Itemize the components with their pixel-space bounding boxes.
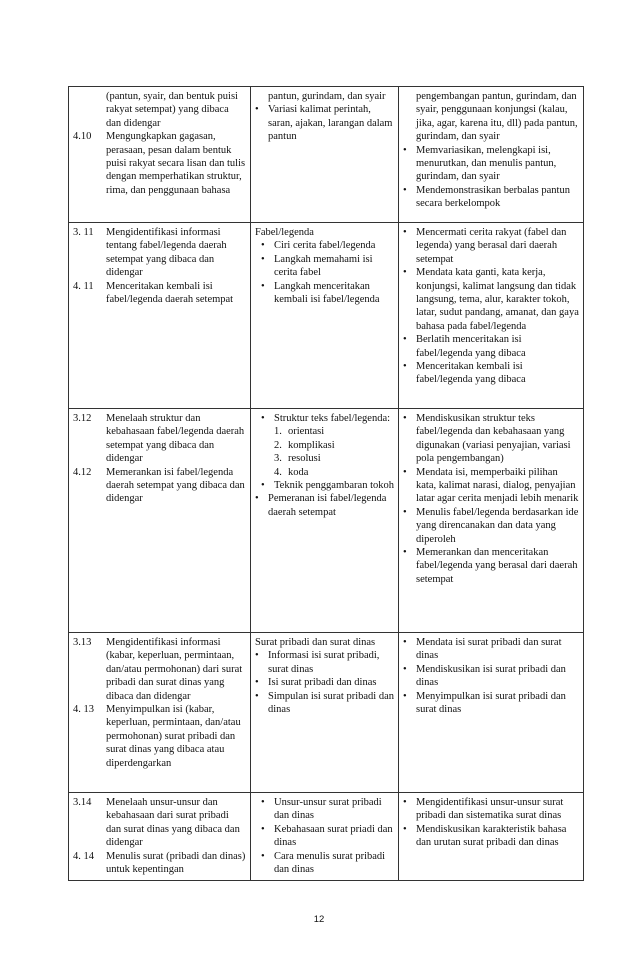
struktur-list bbox=[274, 425, 394, 479]
bullet-icon: • bbox=[403, 184, 407, 196]
struktur-item: koda bbox=[288, 466, 309, 478]
bullet-icon: • bbox=[255, 104, 259, 116]
bullet-icon: • bbox=[261, 480, 265, 492]
bullet-icon: • bbox=[261, 253, 265, 265]
kegiatan-cell bbox=[399, 633, 584, 793]
materi-item: Cara menulis surat pribadi dan dinas bbox=[274, 850, 386, 876]
kegiatan-item: Mencermati cerita rakyat (fabel dan legenda) yang berasal dari daerah setempat bbox=[416, 227, 567, 265]
bullet-icon: • bbox=[403, 547, 407, 559]
materi-item: Struktur teks fabel/legenda: bbox=[274, 413, 391, 424]
kd-text: Mengungkapkan gagasan, perasaan, pesan dalam bentuk puisi rakyat secara lisan dan tulis dengan memperhatikan struktur, rima, dan penggunaan bahasa bbox=[106, 131, 246, 196]
bullet-icon: • bbox=[403, 334, 407, 346]
bullet-icon: • bbox=[261, 240, 265, 252]
kd-item bbox=[73, 466, 246, 506]
materi-item: Langkah memahami isi cerita fabel bbox=[274, 253, 373, 279]
kd-cell bbox=[69, 409, 251, 633]
bullet-icon: • bbox=[261, 850, 265, 862]
table-row bbox=[69, 87, 584, 223]
list-item: 2. komplikasi bbox=[274, 439, 394, 452]
bullet-icon: • bbox=[403, 267, 407, 279]
kd-text: (pantun, syair, dan bentuk puisi rakyat setempat) yang dibaca dan didengar bbox=[106, 91, 238, 129]
page-number: 12 bbox=[313, 914, 325, 925]
list-item: 1. orientasi bbox=[274, 425, 394, 438]
kd-text: Mengidentifikasi informasi (kabar, keperluan, permintaan, dan/atau permohonan) dari surat pribadi dan surat dinas yang dibaca dan didengar bbox=[106, 637, 243, 702]
kegiatan-item: Mendiskusikan karakteristik bahasa dan urutan surat pribadi dan dinas bbox=[416, 823, 567, 849]
kd-item bbox=[73, 796, 246, 850]
kegiatan-item: Memerankan dan menceritakan fabel/legenda yang berasal dari daerah setempat bbox=[416, 547, 578, 585]
bullet-icon: • bbox=[261, 797, 265, 808]
materi-cell bbox=[251, 633, 399, 793]
kd-cell bbox=[69, 633, 251, 793]
kegiatan-item: Mendiskusikan isi surat pribadi dan dinas bbox=[416, 663, 566, 689]
materi-item: Isi surat pribadi dan dinas bbox=[268, 677, 377, 689]
kd-text: Menceritakan kembali isi fabel/legenda daerah setempat bbox=[106, 280, 234, 306]
bullet-icon: • bbox=[403, 144, 407, 156]
list-item bbox=[403, 546, 579, 586]
bullet-icon: • bbox=[403, 413, 407, 424]
list-item bbox=[255, 649, 394, 676]
kd-item bbox=[73, 130, 246, 197]
list-item bbox=[403, 823, 579, 850]
bullet-icon: • bbox=[255, 690, 259, 702]
kd-cell bbox=[69, 793, 251, 881]
kd-code: 4.12 bbox=[73, 466, 92, 478]
syllabus-table bbox=[68, 86, 584, 881]
list-item bbox=[261, 253, 394, 280]
bullet-icon: • bbox=[261, 413, 265, 424]
list-item bbox=[261, 850, 394, 877]
kd-cell bbox=[69, 87, 251, 223]
list-item bbox=[403, 506, 579, 546]
list-item bbox=[403, 144, 579, 184]
materi-item: Teknik penggambaran tokoh bbox=[274, 480, 394, 492]
list-item bbox=[403, 466, 579, 506]
bullet-icon: • bbox=[403, 506, 407, 518]
table-row bbox=[69, 409, 584, 633]
bullet-icon: • bbox=[403, 797, 407, 808]
struktur-item: orientasi bbox=[288, 426, 325, 438]
kegiatan-item: Mengidentifikasi unsur-unsur surat pribadi dan sistematika surat dinas bbox=[416, 797, 564, 822]
kegiatan-cell bbox=[399, 223, 584, 409]
list-item bbox=[255, 690, 394, 717]
table-row bbox=[69, 223, 584, 409]
materi-item: Langkah menceritakan kembali isi fabel/legenda bbox=[274, 280, 380, 306]
materi-title: Fabel/legenda bbox=[255, 227, 314, 238]
kd-cell bbox=[69, 223, 251, 409]
list-item bbox=[255, 676, 394, 689]
kd-code: 3.14 bbox=[73, 797, 92, 808]
bullet-icon: • bbox=[403, 227, 407, 238]
materi-item: Informasi isi surat pribadi, surat dinas bbox=[268, 650, 380, 675]
kd-item bbox=[73, 280, 246, 307]
list-item bbox=[255, 492, 394, 519]
list-item bbox=[403, 636, 579, 663]
kd-text: Memerankan isi fabel/legenda daerah setempat yang dibaca dan didengar bbox=[106, 466, 245, 505]
kegiatan-item: Mendiskusikan struktur teks fabel/legenda dan kebahasaan yang digunakan (variasi penyajian, variasi pola pengembangan) bbox=[416, 413, 571, 465]
materi-item: Variasi kalimat perintah, saran, ajakan, larangan dalam pantun bbox=[268, 104, 393, 143]
bullet-icon: • bbox=[255, 677, 259, 689]
kegiatan-item: Menulis fabel/legenda berdasarkan ide yang direncanakan dan data yang diperoleh bbox=[416, 506, 579, 545]
list-item bbox=[261, 479, 394, 492]
kd-code: 3.13 bbox=[73, 637, 92, 648]
bullet-icon: • bbox=[403, 823, 407, 835]
struktur-item: komplikasi bbox=[288, 439, 335, 451]
list-item bbox=[403, 663, 579, 690]
list-item bbox=[261, 239, 394, 252]
bullet-icon: • bbox=[403, 637, 407, 648]
list-item bbox=[403, 333, 579, 360]
table-row bbox=[69, 793, 584, 881]
bullet-icon: • bbox=[403, 663, 407, 675]
struktur-item: resolusi bbox=[288, 453, 321, 465]
bullet-icon: • bbox=[261, 823, 265, 835]
materi-item: Kebahasaan surat priadi dan dinas bbox=[274, 823, 393, 849]
kd-text: Mengidentifikasi informasi tentang fabel/legenda daerah setempat yang dibaca dan didengar bbox=[106, 227, 227, 279]
list-item bbox=[403, 226, 579, 266]
kd-code: 4. 11 bbox=[73, 280, 94, 292]
list-item: 3. resolusi bbox=[274, 452, 394, 465]
list-item bbox=[261, 412, 394, 479]
kegiatan-item: Menceritakan kembali isi fabel/legenda yang dibaca bbox=[416, 361, 526, 386]
materi-item: Ciri cerita fabel/legenda bbox=[274, 240, 376, 252]
list-item bbox=[403, 796, 579, 823]
kegiatan-text: pengembangan pantun, gurindam, dan syair, penggunaan konjungsi (kalau, jika, agar, karena itu, dll) pada pantun, gurindam, dan syair bbox=[416, 91, 578, 143]
materi-cell bbox=[251, 87, 399, 223]
kegiatan-item: Mendata kata ganti, kata kerja, konjungsi, kalimat langsung dan tidak langsung, tema, alur, karakter tokoh, latar, sudut pandang, amanat, dan gaya bahasa pada fabel/legenda bbox=[416, 267, 579, 332]
kd-text: Menulis surat (pribadi dan dinas) untuk kepentingan bbox=[106, 850, 246, 876]
kd-item bbox=[73, 226, 246, 280]
kegiatan-item: Berlatih menceritakan isi fabel/legenda yang dibaca bbox=[416, 334, 526, 359]
kegiatan-cell bbox=[399, 409, 584, 633]
kd-code: 3.12 bbox=[73, 413, 92, 424]
materi-text: pantun, gurindam, dan syair bbox=[268, 91, 386, 102]
kegiatan-cell bbox=[399, 793, 584, 881]
list-item bbox=[261, 823, 394, 850]
table-row bbox=[69, 633, 584, 793]
kegiatan-item: Mendata isi surat pribadi dan surat dinas bbox=[416, 637, 562, 662]
kd-item bbox=[73, 850, 246, 877]
kd-text: Menelaah struktur dan kebahasaan fabel/legenda daerah setempat yang dibaca dan didengar bbox=[106, 413, 245, 465]
list-item: 4. koda bbox=[274, 466, 394, 479]
kd-code: 3. 11 bbox=[73, 227, 94, 238]
kd-code: 4. 14 bbox=[73, 850, 94, 862]
bullet-icon: • bbox=[403, 466, 407, 478]
kegiatan-item: Mendemonstrasikan berbalas pantun secara berkelompok bbox=[416, 184, 570, 210]
bullet-icon: • bbox=[403, 690, 407, 702]
kd-item bbox=[73, 636, 246, 703]
list-item bbox=[403, 690, 579, 717]
materi-cell bbox=[251, 793, 399, 881]
kd-item bbox=[73, 412, 246, 466]
list-item bbox=[403, 184, 579, 211]
materi-item: Simpulan isi surat pribadi dan dinas bbox=[268, 690, 394, 716]
materi-title: Surat pribadi dan surat dinas bbox=[255, 637, 376, 648]
kegiatan-item: Menyimpulkan isi surat pribadi dan surat dinas bbox=[416, 690, 566, 716]
list-item bbox=[255, 103, 394, 143]
materi-item: Pemeranan isi fabel/legenda daerah setempat bbox=[268, 493, 387, 518]
materi-cell bbox=[251, 223, 399, 409]
list-item bbox=[403, 266, 579, 333]
kd-text: Menyimpulkan isi (kabar, keperluan, permintaan, dan/atau permohonan) surat pribadi dan surat dinas yang dibaca atau diperdengarkan bbox=[106, 704, 241, 769]
list-item bbox=[261, 280, 394, 307]
bullet-icon: • bbox=[261, 280, 265, 292]
list-item bbox=[403, 360, 579, 387]
bullet-icon: • bbox=[403, 361, 407, 373]
materi-cell bbox=[251, 409, 399, 633]
kd-code: 4. 13 bbox=[73, 704, 94, 716]
kegiatan-item: Mendata isi, memperbaiki pilihan kata, kalimat narasi, dialog, penyajian latar agar cerita menjadi lebih menarik bbox=[416, 466, 579, 505]
list-item bbox=[261, 796, 394, 823]
kd-text: Menelaah unsur-unsur dan kebahasaan dari surat pribadi dan surat dinas yang dibaca dan didengar bbox=[106, 797, 240, 849]
kd-code: 4.10 bbox=[73, 131, 92, 143]
kegiatan-item: Memvariasikan, melengkapi isi, menurutkan, dan menulis pantun, gurindam, dan syair bbox=[416, 144, 557, 183]
materi-item: Unsur-unsur surat pribadi dan dinas bbox=[274, 797, 382, 822]
list-item bbox=[403, 412, 579, 466]
kd-item bbox=[73, 703, 246, 770]
bullet-icon: • bbox=[255, 493, 259, 505]
bullet-icon: • bbox=[255, 650, 259, 662]
kegiatan-cell bbox=[399, 87, 584, 223]
kd-item bbox=[73, 90, 246, 130]
